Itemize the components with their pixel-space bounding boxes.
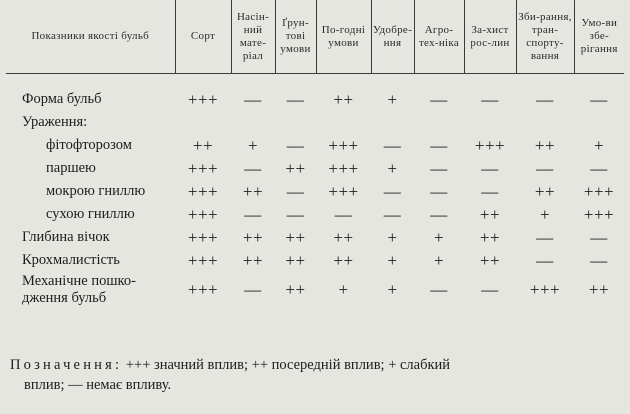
table-cell (414, 111, 464, 134)
header-row (6, 0, 624, 74)
table-cell: ++ (285, 280, 306, 299)
table-cell: — (244, 280, 262, 299)
table-cell: — (481, 181, 499, 201)
table-cell: ++ (242, 181, 264, 201)
table-cell: + (593, 135, 605, 155)
table-cell: ++ (285, 158, 306, 178)
legend (10, 355, 618, 395)
legend-line-1 (10, 355, 618, 375)
row-label: фітофторозом (46, 137, 132, 153)
table-cell (464, 111, 516, 134)
table-cell: + (387, 89, 398, 109)
table-cell: ++ (242, 227, 264, 247)
table-cell: + (387, 227, 398, 247)
table-cell: + (338, 280, 349, 299)
table-cell: +++ (187, 250, 219, 270)
row-label: Глибина вічок (22, 229, 110, 245)
table-row (6, 203, 624, 226)
legend-text-2: вплив; — немає впливу. (24, 377, 172, 393)
column-header: Зби-рання, тран-спорту-вання (516, 0, 574, 74)
table-cell: ++ (479, 227, 501, 247)
table-cell: — (430, 204, 448, 224)
table-cell: — (244, 158, 262, 178)
table-cell: ++ (285, 250, 306, 270)
column-header: Насін-ний мате-ріал (231, 0, 275, 74)
table-cell: ++ (192, 135, 214, 155)
table-cell: — (536, 89, 554, 109)
table-cell: — (430, 158, 448, 178)
table-cell: +++ (328, 158, 359, 178)
legend-line-2 (10, 375, 618, 395)
column-header: Ґрун-тові умови (275, 0, 316, 74)
column-header: Удобре-ння (371, 0, 414, 74)
table-cell: — (536, 250, 554, 270)
row-label: паршею (46, 160, 96, 176)
table-cell: ++ (588, 280, 610, 299)
table-cell: ++ (242, 250, 264, 270)
table-header (6, 0, 624, 74)
table-cell: — (536, 227, 554, 247)
column-header: За-хист рос-лин (464, 0, 516, 74)
table-cell: + (387, 280, 398, 299)
table-cell: ++ (333, 89, 354, 109)
table-cell: +++ (583, 181, 615, 201)
table-row (6, 88, 624, 111)
table-cell: — (286, 181, 305, 201)
table-cell: — (590, 158, 608, 178)
table-cell: — (590, 89, 608, 109)
table-cell: — (481, 89, 499, 109)
row-label: сухою гниллю (46, 206, 135, 222)
row-label: Крохмалистість (22, 252, 120, 268)
table-cell: — (590, 227, 608, 247)
table-cell: — (286, 204, 305, 224)
table-cell: — (430, 280, 448, 299)
table-cell: +++ (474, 135, 506, 155)
table-cell: — (286, 89, 305, 109)
table-cell: — (430, 89, 448, 109)
table-cell: — (383, 135, 402, 155)
table-row (6, 180, 624, 203)
table-cell: +++ (529, 280, 561, 299)
row-label: Механічне пошко-дження бульб (22, 273, 136, 306)
table-row (6, 111, 624, 134)
table-cell: + (433, 227, 445, 247)
table-cell: + (539, 204, 551, 224)
table-cell: ++ (285, 227, 306, 247)
table-cell: ++ (333, 250, 354, 270)
legend-key: Позначення: (10, 357, 123, 373)
table-cell: — (430, 181, 448, 201)
table-cell: ++ (534, 135, 556, 155)
table-cell: +++ (187, 181, 219, 201)
table-cell: +++ (583, 204, 615, 224)
table-cell: + (387, 250, 398, 270)
table-cell: +++ (187, 89, 219, 109)
table-cell (574, 111, 624, 134)
table-cell: + (387, 158, 398, 178)
table-cell: +++ (187, 158, 219, 178)
row-label: Ураження: (22, 114, 88, 130)
column-header: По-годні умови (316, 0, 371, 74)
table-row (6, 226, 624, 249)
table-cell: + (433, 250, 445, 270)
table-cell (316, 111, 371, 134)
table-cell: — (244, 89, 262, 109)
table-row (6, 272, 624, 308)
column-header: Умо-ви збе-рігання (574, 0, 624, 74)
table-cell: — (244, 204, 262, 224)
column-header: Агро-тех-ніка (414, 0, 464, 74)
table-cell: — (334, 204, 353, 224)
table-row (6, 134, 624, 157)
row-label: мокрою гниллю (46, 183, 146, 199)
table-body (6, 74, 624, 309)
legend-text-1: +++ значний вплив; ++ посередній вплив; + слабкий (125, 357, 451, 373)
table-cell: — (286, 135, 305, 155)
table-cell: — (590, 250, 608, 270)
table-cell: — (536, 158, 554, 178)
table-cell: — (430, 135, 448, 155)
table-cell (371, 111, 414, 134)
table-cell: + (247, 135, 259, 155)
table-cell: ++ (333, 227, 354, 247)
table-cell: ++ (479, 204, 501, 224)
table-cell (175, 111, 231, 134)
table-cell: — (383, 204, 402, 224)
table-cell (275, 111, 316, 134)
table-cell: +++ (187, 227, 219, 247)
column-header: Сорт (175, 0, 231, 74)
row-label: Форма бульб (22, 91, 102, 107)
table-cell: +++ (328, 135, 359, 155)
table-cell: — (383, 181, 402, 201)
table-cell: +++ (187, 280, 219, 299)
table-row (6, 249, 624, 272)
table-cell (516, 111, 574, 134)
table-cell: ++ (534, 181, 556, 201)
quality-factors-table (6, 0, 624, 308)
column-header-indicators: Показники якості бульб (6, 0, 175, 74)
table-row (6, 157, 624, 180)
table-cell: ++ (479, 250, 501, 270)
table-cell: +++ (187, 204, 219, 224)
table-cell: — (481, 158, 499, 178)
table-cell (231, 111, 275, 134)
table-cell: — (481, 280, 499, 299)
table-cell: +++ (328, 181, 359, 201)
spacer-row (6, 74, 624, 89)
